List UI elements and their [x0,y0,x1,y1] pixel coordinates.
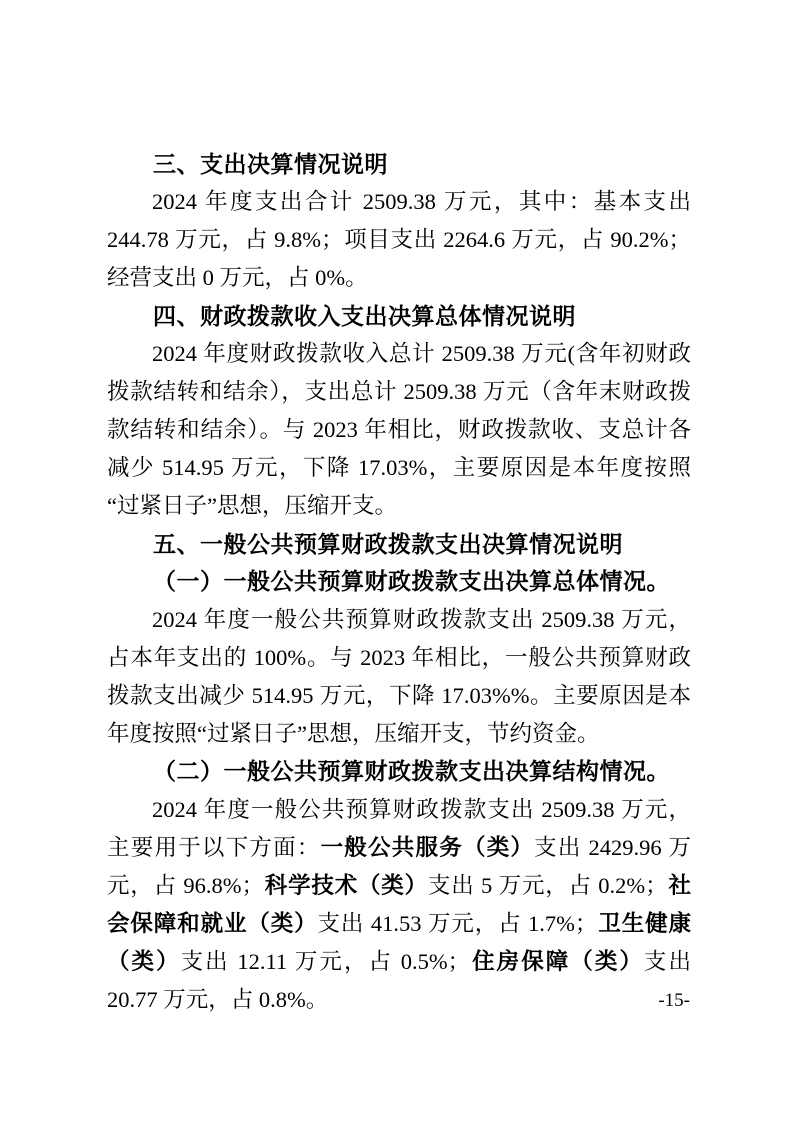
category-science-technology: 科学技术（类） [263,873,428,898]
subsection-one-body: 2024 年度一般公共预算财政拨款支出 2509.38 万元，占本年支出的 100%。与 2023 年相比，一般公共预算财政拨款支出减少 514.95 万元，下降 17.03%%。主要原因是本年度按照“过紧日子”思想，压缩开支，节约资金。 [107,607,691,746]
text-run-intro: 2024 年度一般公共预算财政拨款支出 2509.38 万元，主要用于以下方面： [107,797,691,860]
section-four-body: 2024 年度财政拨款收入总计 2509.38 万元(含年初财政拨款结转和结余），支出总计 2509.38 万元（含年末财政拨款结转和结余）。与 2023 年相比，财政拨款收、支总计各减少 514.95 万元，下降 17.03%，主要原因是本年度按照“过紧日子”思想，压缩开支。 [107,341,691,518]
section-five-heading: 五、一般公共预算财政拨款支出决算情况说明 [153,531,623,557]
section-three-heading: 三、支出决算情况说明 [153,151,388,177]
category-housing-security: 住房保障（类） [470,949,644,974]
subsection-one-heading: （一）一般公共预算财政拨款支出决算总体情况。 [153,569,670,594]
text-run-general-public-services-amount: 支出 2429.96 万元，占 96.8%； [107,835,691,898]
text-run-science-technology-amount: 支出 5 万元，占 0.2%； [427,873,668,898]
category-social-security-employment: 社会保障和就业（类） [107,873,691,936]
text-run-housing-amount: 支出 20.77 万元，占 0.8%。 [107,949,691,1012]
document-content [107,145,691,1019]
category-health: 卫生健康（类） [107,911,691,974]
subsection-two-heading: （二）一般公共预算财政拨款支出决算结构情况。 [153,759,670,784]
section-four-heading: 四、财政拨款收入支出决算总体情况说明 [153,303,576,329]
category-general-public-services: 一般公共服务（类） [320,835,535,860]
text-run-social-security-amount: 支出 41.53 万元，占 1.7%； [317,911,598,936]
subsection-two-body [107,791,691,1019]
section-three-body: 2024 年度支出合计 2509.38 万元，其中：基本支出 244.78 万元，占 9.8%；项目支出 2264.6 万元，占 90.2%；经营支出 0 万元，占 0%。 [107,189,691,290]
text-run-health-amount: 支出 12.11 万元，占 0.5%； [180,949,471,974]
page-number: -15- [658,990,690,1011]
